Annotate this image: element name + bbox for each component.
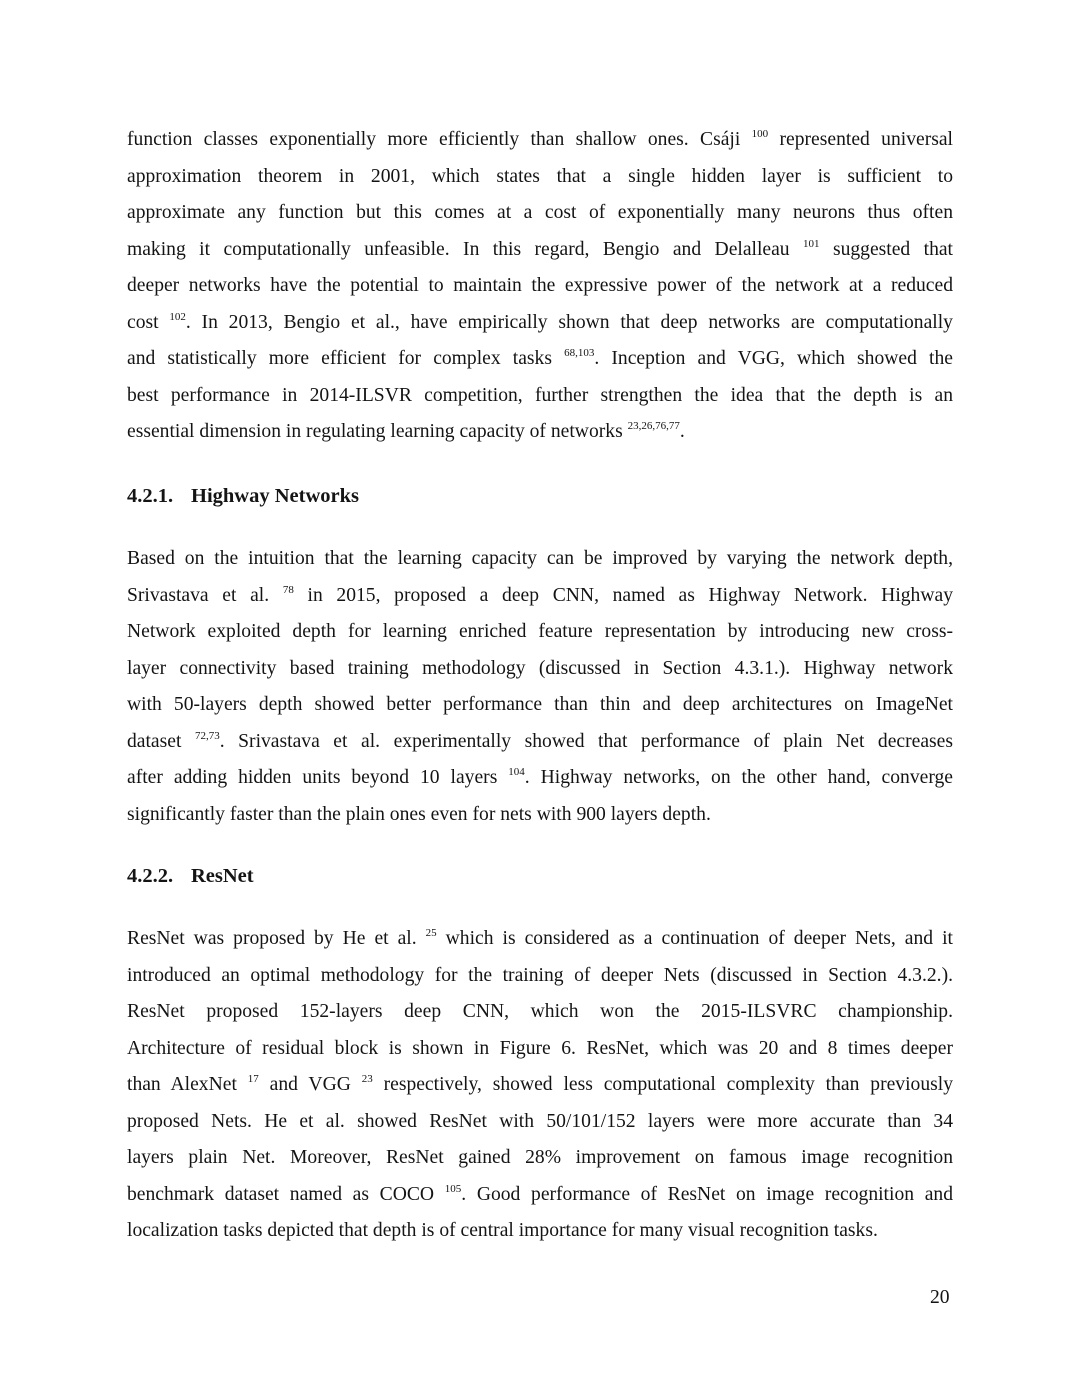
text-line — [127, 994, 953, 1031]
text-run: approximation theorem in 2001, which states that a single hidden layer is sufficient to — [127, 165, 953, 187]
text-run: Architecture of residual block is shown in Figure 6. ResNet, which was 20 and 8 times deeper — [127, 1037, 953, 1059]
text-run: . Inception and VGG, which showed the — [594, 348, 953, 369]
text-run: respectively, showed less computational complexity than previously — [372, 1074, 953, 1095]
citation-superscript: 105 — [444, 1182, 462, 1195]
text-line — [127, 195, 953, 232]
text-run: introduced an optimal methodology for the training of deeper Nets (discussed in Section 4.3.2.). — [127, 964, 953, 986]
text-run: localization tasks depicted that depth is of central importance for many visual recognition tasks. — [127, 1220, 878, 1241]
text-run: Based on the intuition that the learning capacity can be improved by varying the network depth, — [127, 548, 953, 569]
section-heading-4-2-1 — [127, 482, 359, 510]
citation-superscript: 25 — [425, 927, 437, 939]
text-line — [127, 760, 953, 797]
citation-superscript: 101 — [803, 237, 820, 250]
section-heading-4-2-2 — [127, 862, 254, 890]
citation-superscript: 102 — [169, 310, 186, 323]
text-run: ResNet was proposed by He et al. — [127, 928, 426, 949]
text-run: represented universal — [768, 129, 953, 150]
citation-superscript: 23,26,76,77 — [627, 420, 680, 432]
text-run: with 50-layers depth showed better performance than thin and deep architectures on ImageNet — [127, 694, 953, 715]
paragraph-3 — [127, 921, 953, 1250]
text-run: after adding hidden units beyond 10 layers — [127, 767, 509, 788]
text-run: dataset — [127, 730, 195, 752]
text-run: Srivastava et al. — [127, 584, 283, 606]
text-run: benchmark dataset named as COCO — [127, 1183, 445, 1205]
paragraph-1 — [127, 122, 953, 451]
text-run: . Srivastava et al. experimentally showed that performance of plain Net decreases — [219, 730, 953, 752]
section-number: 4.2.1. — [127, 485, 174, 507]
text-run: in 2015, proposed a deep CNN, named as Highway Network. Highway — [293, 584, 953, 606]
text-run: significantly faster than the plain ones even for nets with 900 layers depth. — [127, 803, 711, 825]
text-run: and VGG — [258, 1074, 362, 1095]
text-run: Network exploited depth for learning enriched feature representation by introducing new cross- — [127, 621, 953, 642]
text-run: layers plain Net. Moreover, ResNet gained 28% improvement on famous image recognition — [127, 1147, 953, 1168]
text-line — [127, 958, 953, 995]
text-line — [127, 305, 953, 342]
text-line — [127, 1213, 953, 1250]
text-run: proposed Nets. He et al. showed ResNet with 50/101/152 layers were more accurate than 34 — [127, 1110, 953, 1132]
text-line — [127, 1104, 953, 1141]
text-run: . In 2013, Bengio et al., have empirically shown that deep networks are computationally — [185, 311, 953, 333]
text-line — [127, 724, 953, 761]
text-line — [127, 1067, 953, 1104]
paragraph-2 — [127, 541, 953, 833]
text-run: making it computationally unfeasible. In this regard, Bengio and Delalleau — [127, 238, 804, 260]
text-run: best performance in 2014-ILSVR competition, further strengthen the idea that the depth is an — [127, 384, 953, 406]
text-line — [127, 378, 953, 415]
text-line — [127, 268, 953, 305]
text-run: than AlexNet — [127, 1074, 248, 1095]
text-run: essential dimension in regulating learning capacity of networks — [127, 421, 628, 442]
text-run: which is considered as a continuation of deeper Nets, and it — [436, 928, 953, 949]
text-line — [127, 541, 953, 578]
text-run: function classes exponentially more efficiently than shallow ones. Csáji — [127, 129, 752, 150]
citation-superscript: 78 — [282, 583, 294, 596]
text-line — [127, 1031, 953, 1068]
text-run: approximate any function but this comes at a cost of exponentially many neurons thus often — [127, 202, 953, 223]
text-run: ResNet proposed 152-layers deep CNN, which won the 2015-ILSVRC championship. — [127, 1001, 953, 1022]
citation-superscript: 23 — [361, 1073, 373, 1085]
text-line — [127, 122, 953, 159]
text-line — [127, 921, 953, 958]
text-run: cost — [127, 311, 170, 333]
text-line — [127, 159, 953, 196]
text-line — [127, 414, 953, 451]
citation-superscript: 72,73 — [194, 729, 220, 742]
text-run: deeper networks have the potential to maintain the expressive power of the network at a reduced — [127, 275, 953, 296]
citation-superscript: 17 — [247, 1073, 259, 1085]
page-number: 20 — [930, 1287, 950, 1308]
text-line — [127, 797, 953, 834]
text-line — [127, 614, 953, 651]
citation-superscript: 104 — [508, 766, 525, 778]
text-line — [127, 687, 953, 724]
text-line — [127, 578, 953, 615]
citation-superscript: 68,103 — [564, 347, 595, 359]
section-title: ResNet — [191, 865, 254, 887]
text-run: suggested that — [819, 238, 954, 260]
text-run: . Good performance of ResNet on image recognition and — [461, 1183, 953, 1205]
text-run: . — [679, 421, 685, 442]
text-run: layer connectivity based training methodology (discussed in Section 4.3.1.). Highway network — [127, 657, 953, 679]
text-line — [127, 1177, 953, 1214]
text-run: and statistically more efficient for complex tasks — [127, 348, 565, 369]
text-run: . Highway networks, on the other hand, converge — [524, 767, 953, 788]
citation-superscript: 100 — [751, 128, 769, 140]
section-title: Highway Networks — [191, 485, 359, 507]
text-line — [127, 232, 953, 269]
text-line — [127, 1140, 953, 1177]
text-line — [127, 651, 953, 688]
section-number: 4.2.2. — [127, 865, 174, 887]
text-line — [127, 341, 953, 378]
